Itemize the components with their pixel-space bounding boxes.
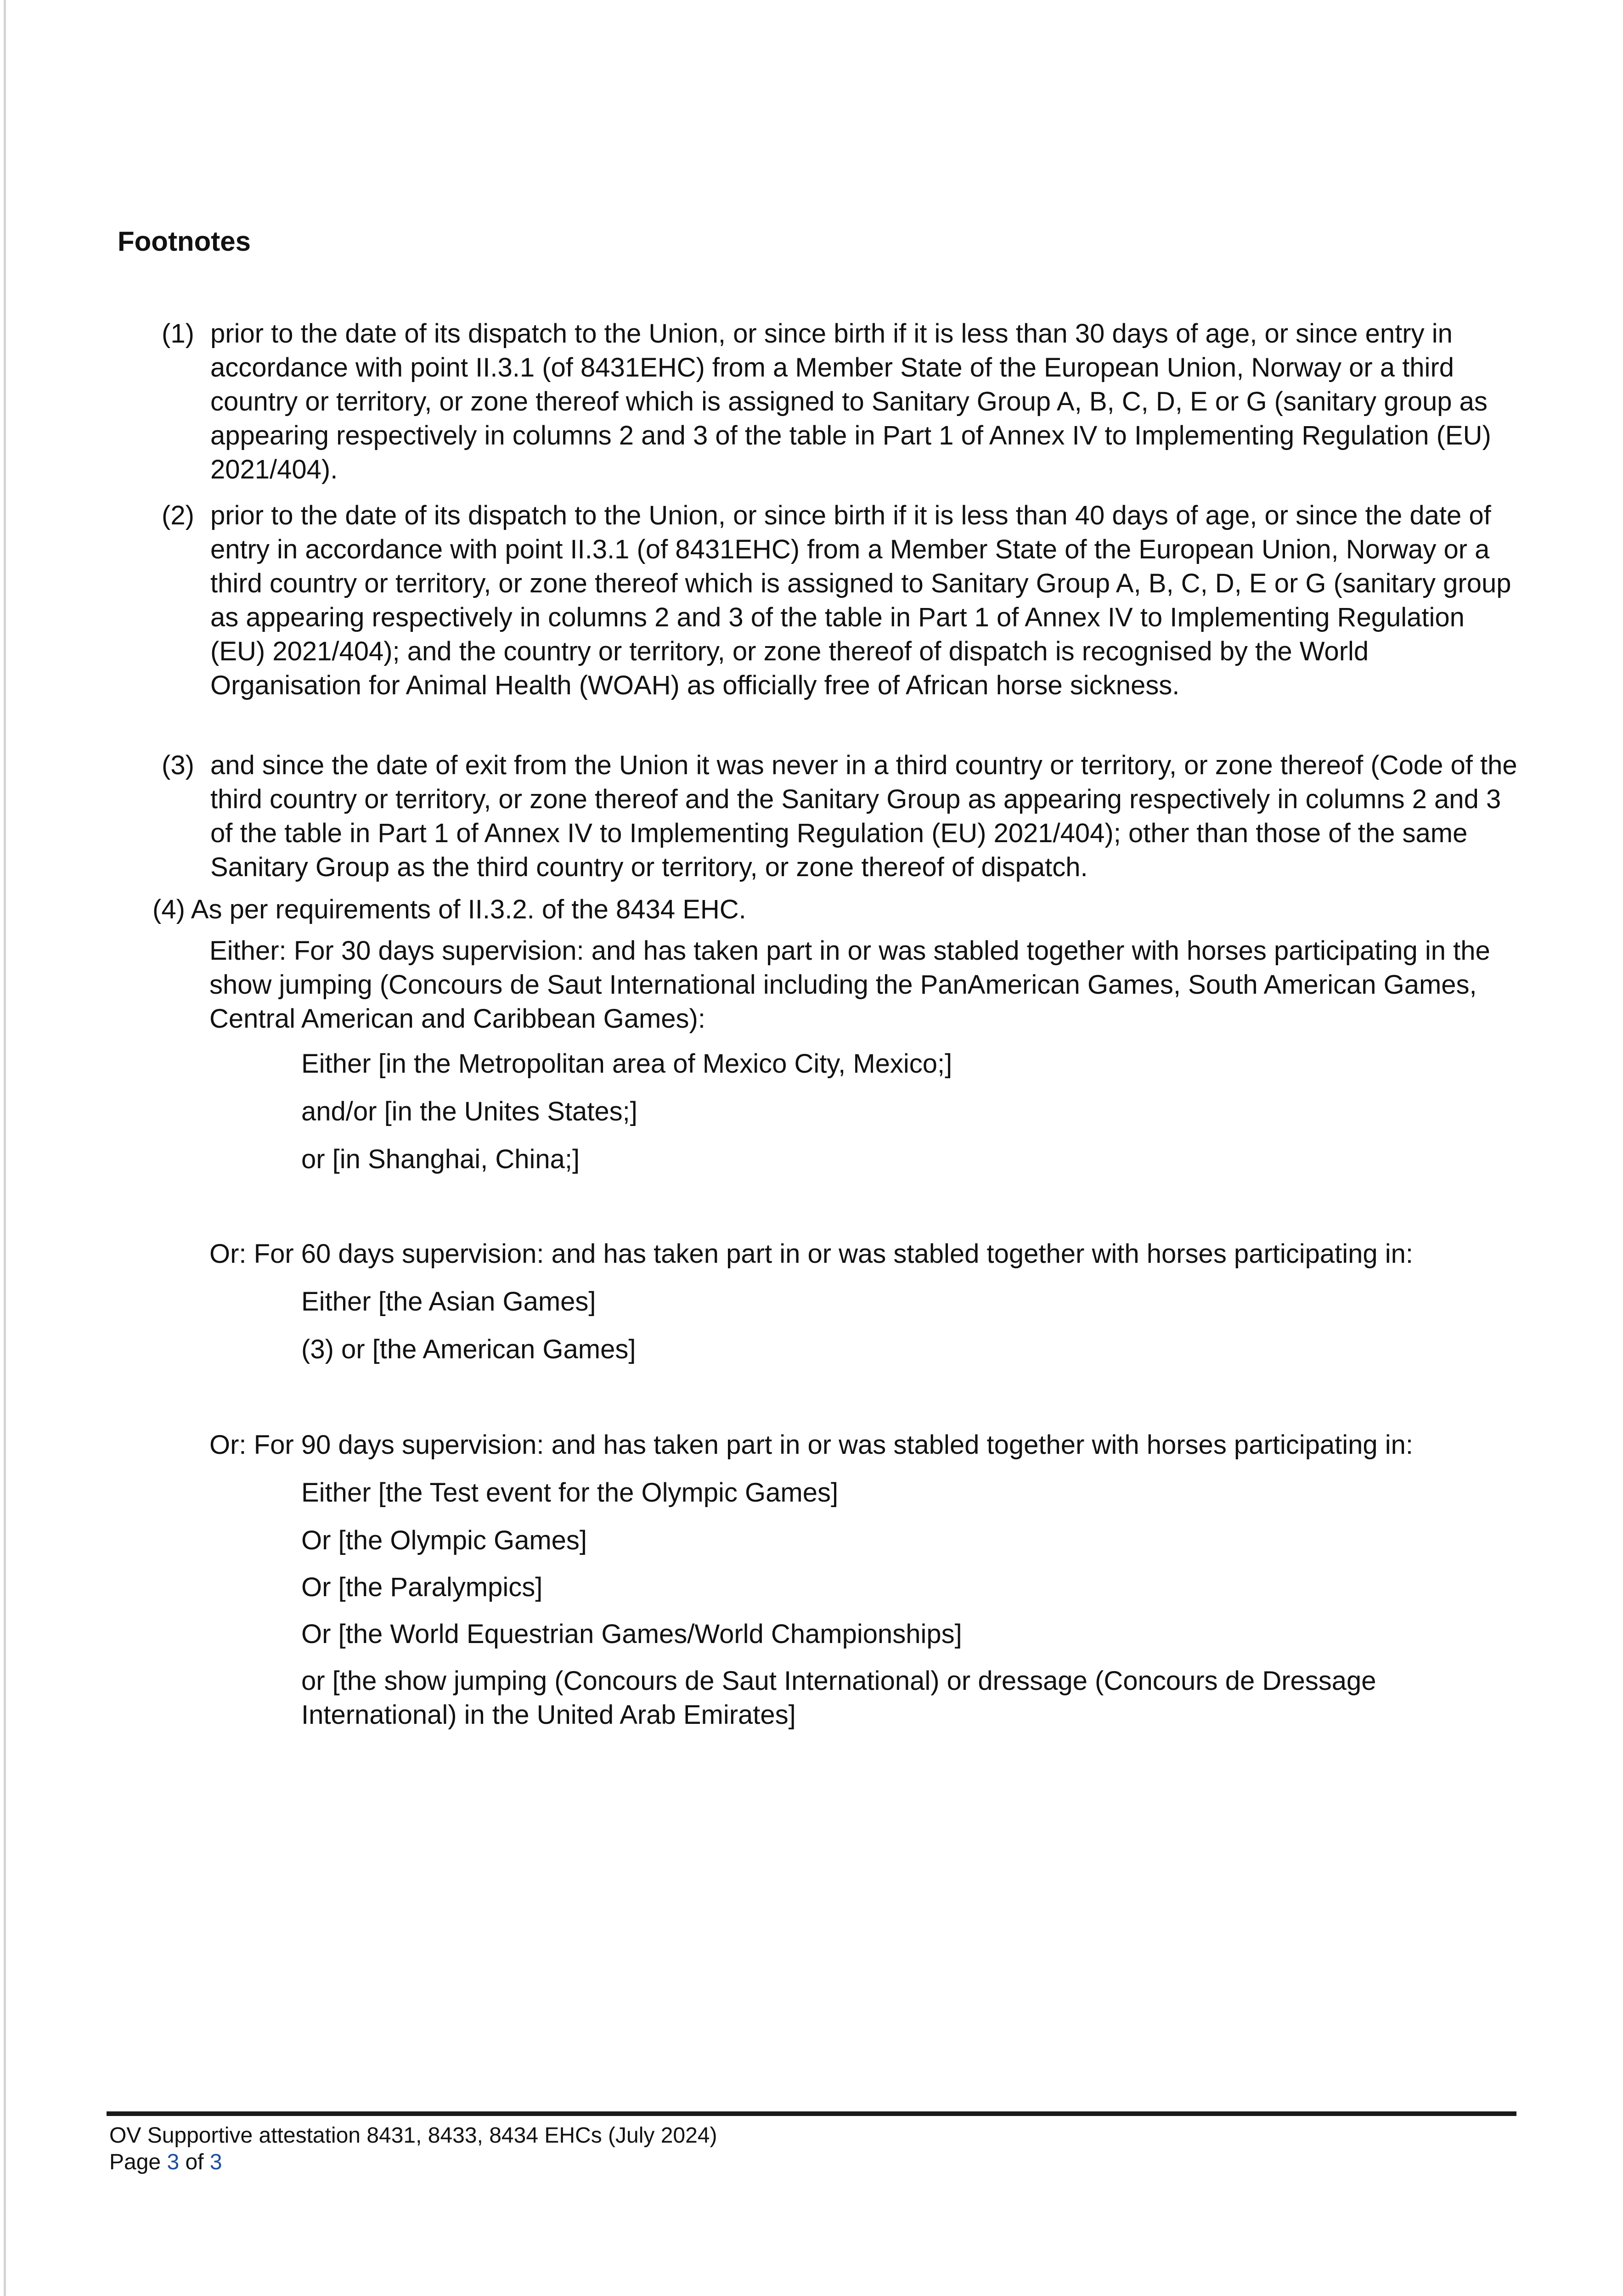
supervision-90-days: Or: For 90 days supervision: and has taken part in or was stabled together with horses participating in: (209, 1430, 1414, 1460)
footnote-number: (3) (162, 750, 194, 780)
footnote-2 (162, 499, 1521, 703)
footnote-text: prior to the date of its dispatch to the Union, or since birth if it is less than 40 days of age, or since the date of entry in accordance with point II.3.1 (of 8431EHC) from a Member State of the European Union, Norway or a third country or territory, or zone thereof which is assigned to Sanitary Group A, B, C, D, E or G (sanitary group as appearing respectively in columns 2 and 3 of the table in Part 1 of Annex IV to Implementing Regulation (EU) 2021/404); and the country or territory, or zone thereof of dispatch is recognised by the World Organisation for Animal Health (WOAH) as officially free of African horse sickness. (210, 501, 1511, 700)
footnote-number: (2) (162, 501, 194, 530)
option-90-world-equestrian-games: Or [the World Equestrian Games/World Championships] (301, 1619, 962, 1649)
option-90-olympic-games: Or [the Olympic Games] (301, 1525, 587, 1555)
footnote-4-heading: (4) As per requirements of II.3.2. of the 8434 EHC. (152, 895, 746, 924)
footer-page-number (109, 2149, 222, 2176)
footnotes-heading: Footnotes (118, 226, 251, 257)
footnote-text: and since the date of exit from the Union it was never in a third country or territory, or zone thereof (Code of the third country or territory, or zone thereof and the Sanitary Group as appearing respectively in columns 2 and 3 of the table in Part 1 of Annex IV to Implementing Regulation (EU) 2021/404); other than those of the same Sanitary Group as the third country or territory, or zone thereof of dispatch. (210, 750, 1517, 882)
page-edge-line (4, 0, 6, 2296)
page-current: 3 (167, 2150, 180, 2174)
supervision-30-days: Either: For 30 days supervision: and has taken part in or was stabled together with horses participating in the show jumping (Concours de Saut International including the PanAmerican Games, South American Games, Central American and Caribbean Games): (209, 936, 1490, 1034)
page-of: of (179, 2150, 210, 2174)
footnote-number: (1) (162, 319, 194, 349)
page-prefix: Page (109, 2150, 167, 2174)
option-90-test-event: Either [the Test event for the Olympic Games] (301, 1478, 839, 1508)
supervision-60-days: Or: For 60 days supervision: and has taken part in or was stabled together with horses participating in: (209, 1239, 1414, 1269)
option-60-asian-games: Either [the Asian Games] (301, 1287, 596, 1317)
footnote-1 (162, 317, 1521, 487)
option-30-mexico: Either [in the Metropolitan area of Mexico City, Mexico;] (301, 1049, 952, 1079)
footer-title: OV Supportive attestation 8431, 8433, 8434 EHCs (July 2024) (109, 2123, 717, 2148)
footnote-3 (162, 748, 1521, 884)
page-total: 3 (209, 2150, 222, 2174)
option-30-shanghai: or [in Shanghai, China;] (301, 1144, 580, 1174)
footer-rule (107, 2111, 1516, 2116)
option-60-american-games: (3) or [the American Games] (301, 1334, 636, 1364)
option-90-paralympics: Or [the Paralympics] (301, 1572, 543, 1602)
option-30-united-states: and/or [in the Unites States;] (301, 1097, 637, 1126)
footnote-text: prior to the date of its dispatch to the Union, or since birth if it is less than 30 days of age, or since entry in accordance with point II.3.1 (of 8431EHC) from a Member State of the European Union, Norway or a third country or territory, or zone thereof which is assigned to Sanitary Group A, B, C, D, E or G (sanitary group as appearing respectively in columns 2 and 3 of the table in Part 1 of Annex IV to Implementing Regulation (EU) 2021/404). (210, 319, 1491, 484)
option-90-uae-show-jumping: or [the show jumping (Concours de Saut International) or dressage (Concours de Dressage International) in the United Arab Emirates] (301, 1666, 1376, 1730)
